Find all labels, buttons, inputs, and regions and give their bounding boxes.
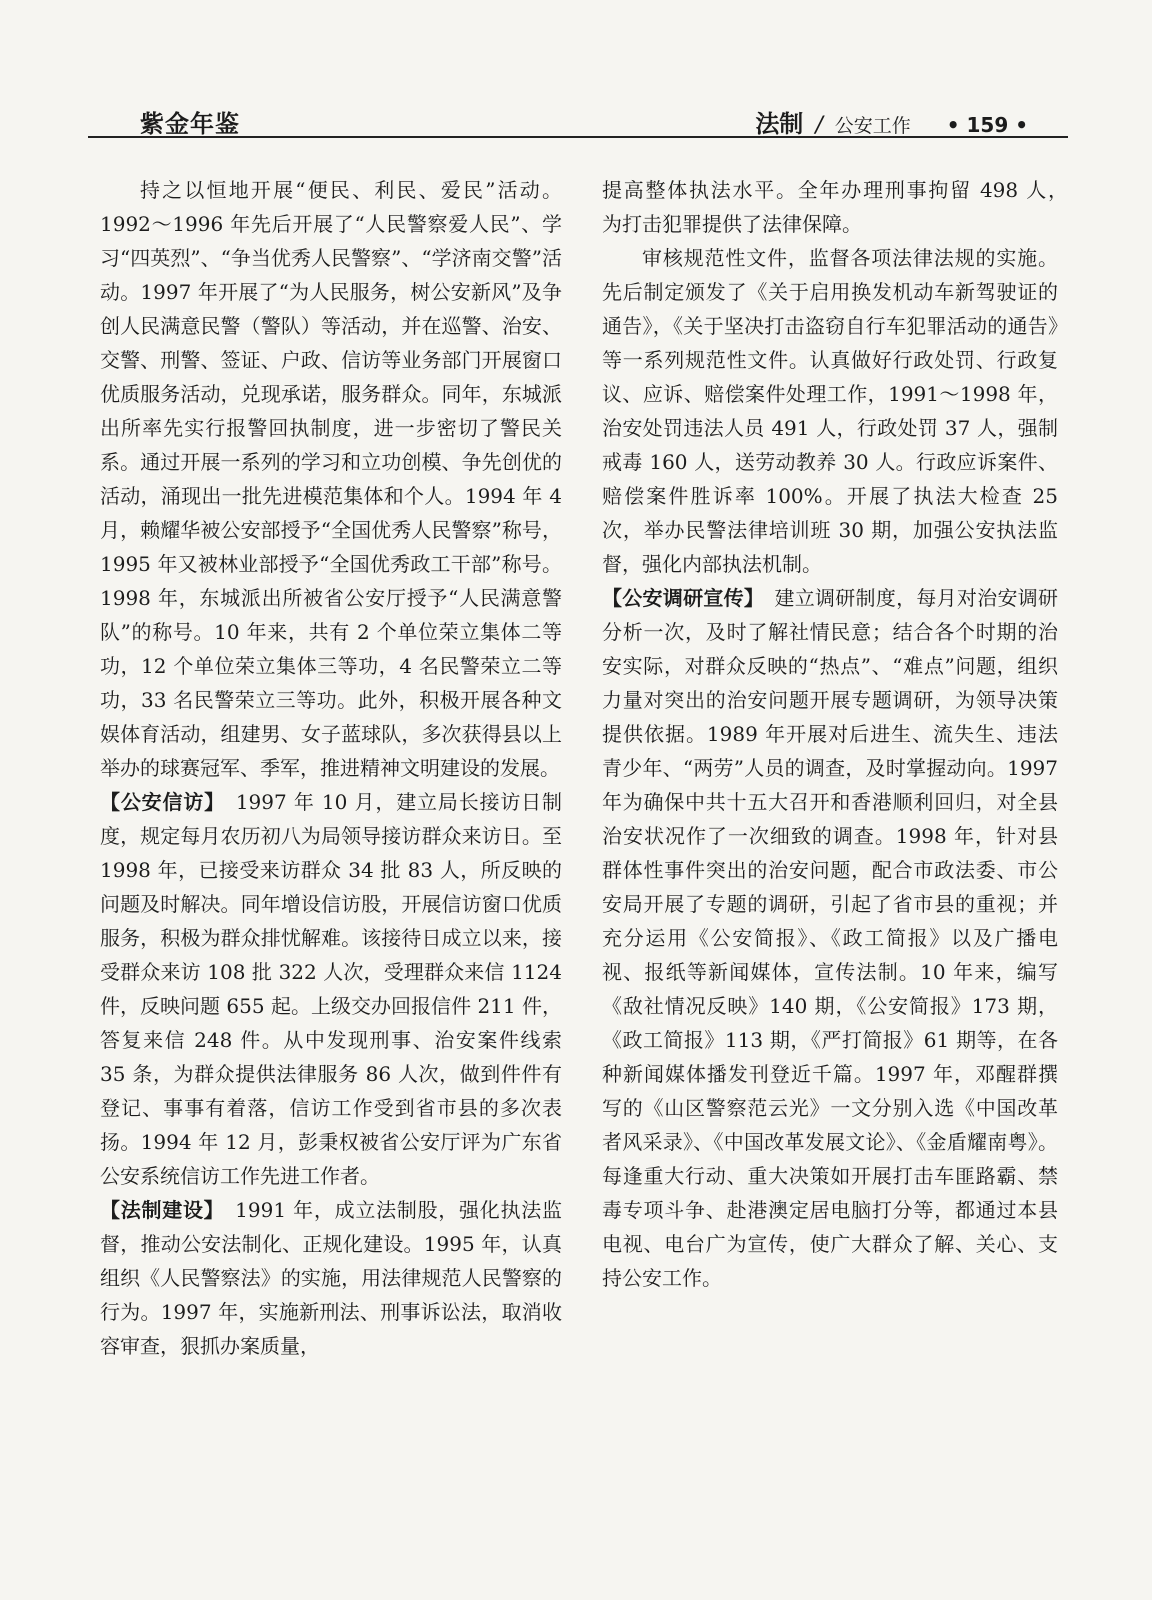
paragraph: 提高整体执法水平。全年办理刑事拘留 498 人， 为打击犯罪提供了法律保障。 [602, 178, 1078, 236]
paragraph: 持之以恒地开展“便民、利民、爱民”活动。1992～1996 年先后开展了“人民警察爱人民”、学习“四英烈”、“争当优秀人民警察”、“学济南交警”活动。1997 年开展了“为人民服务，树公安新风”及争创人民满意民警（警队）等活动，并在巡警、治安、交警、刑警、签证、户政、信访等业务部门开展窗口优质服务活动，兑现承诺，服务群众。同年，东城派出所率先实行报警回执制度，进一步密切了警民关系。通过开展一系列的学习和立功创模、争先创优的活动，涌现出一批先进模范集体和个人。1994 年 4 月，赖耀华被公安部授予“全国优秀人民警察”称号，1995 年又被林业部授予“全国优秀政工干部”称号。1998 年，东城派出所被省公安厅授予“人民满意警队”的称号。10 年来，共有 2 个单位荣立集体二等功，12 个单位荣立集体三等功，4 名民警荣立二等功，33 名民警荣立三等功。此外，积极开展各种文娱体育活动，组建男、女子蓝球队，多次获得县以上举办的球赛冠军、季军，推进精神文明建设的发展。 [100, 178, 562, 780]
header-rule [88, 136, 1068, 138]
book-title: 紫金年鉴 [140, 110, 240, 138]
paragraph: 审核规范性文件，监督各项法律法规的实施。先后制定颁发了《关于启用换发机动车新驾驶证的通告》，《关于坚决打击盗窃自行车犯罪活动的通告》等一系列规范性文件。认真做好行政处罚、行政复议、应诉、赔偿案件处理工作，1991～1998 年，治安处罚违法人员 491 人，行政处罚 37 人，强制戒毒 160 人，送劳动教养 30 人。行政应诉案件、赔偿案件胜诉率 100%。开展了执法大检查 25 次，举办民警法律培训班 30 期，加强公安执法监督，强化内部执法机制。 [602, 246, 1058, 576]
section-heading-research: 【公安调研宣传】 [602, 586, 755, 610]
section-text: 1997 年 10 月，建立局长接访日制度，规定每月农历初八为局领导接访群众来访日。至 1998 年，已接受来访群众 34 批 83 人，所反映的问题及时解决。同年增设信访股，开展信访窗口优质服务，积极为群众排忧解难。该接待日成立以来，接受群众来访 108 批 322 人次，受理群众来信 1124 件，反映问题 655 起。上级交办回报信件 211 件，答复来信 248 件。从中发现刑事、治安案件线索 35 条，为群众提供法律服务 86 人次，做到件件有登记、事事有着落，信访工作受到省市县的多次表扬。1994 年 12 月，彭秉权被省公安厅评为广东省公安系统信访工作先进工作者。 [100, 790, 563, 1188]
section-heading-legal: 【法制建设】 [100, 1198, 215, 1222]
running-header [88, 98, 1068, 138]
section-name: 法制 [755, 110, 804, 138]
section-text: 1991 年，成立法制股，强化执法监督，推动公安法制化、正规化建设。1995 年，认真组织《人民警察法》的实施，用法律规范人民警察的行为。1997 年，实施新刑法、刑事诉讼法，取消收容审查，狠抓办案质量， [100, 1198, 562, 1358]
subsection-name: 公安工作 [834, 115, 911, 137]
section-research-publicity [602, 581, 1058, 1295]
section-separator: / [815, 113, 823, 138]
section-public-petitions [100, 785, 562, 1193]
right-column [602, 173, 1078, 1295]
left-column [100, 173, 562, 1363]
section-heading-petitions: 【公安信访】 [100, 790, 215, 814]
section-text: 建立调研制度，每月对治安调研分析一次，及时了解社情民意；结合各个时期的治安实际，对群众反映的“热点”、“难点”问题，组织力量对突出的治安问题开展专题调研，为领导决策提供依据。1989 年开展对后进生、流失生、违法青少年、“两劳”人员的调查，及时掌握动向。1997 年为确保中共十五大召开和香港顺利回归，对全县治安状况作了一次细致的调查。1998 年，针对县群体性事件突出的治安问题，配合市政法委、市公安局开展了专题的调研，引起了省市县的重视；并充分运用《公安简报》、《政工简报》以及广播电视、报纸等新闻媒体，宣传法制。10 年来，编写《敌社情况反映》140 期，《公安简报》173 期，《政工简报》113 期，《严打简报》61 期等，在各种新闻媒体播发刊登近千篇。1997 年，邓醒群撰写的《山区警察范云光》一文分别入选《中国改革者风采录》、《中国改革发展文论》、《金盾耀南粤》。每逢重大行动、重大决策如开展打击车匪路霸、禁毒专项斗争、赴港澳定居电脑打分等，都通过本县电视、电台广为宣传，使广大群众了解、关心、支持公安工作。 [602, 586, 1059, 1290]
section-legal-construction [100, 1193, 562, 1363]
section-heading [755, 104, 1028, 139]
page-number: • 159 • [946, 113, 1028, 137]
